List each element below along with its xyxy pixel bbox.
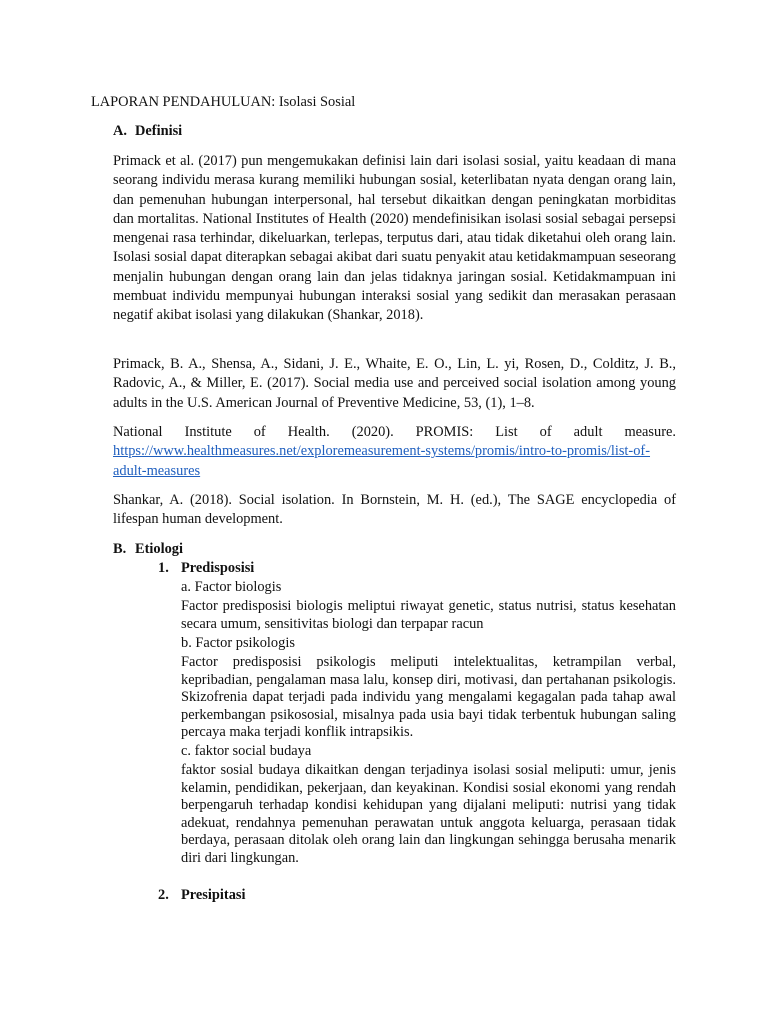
factor-biologis-label: a. Factor biologis: [181, 579, 282, 595]
reference-primack: Primack, B. A., Shensa, A., Sidani, J. E., Whaite, E. O., Lin, L. yi, Rosen, D., Colditz, J. B., Radovic, A., & Miller, E. (2017). Social media use and perceived social isolation among young adults in the U.S. American Journal of Preventive Medicine, 53, (1), 1–8.: [113, 356, 676, 411]
section-a-heading: [113, 122, 182, 141]
section-a-letter: A.: [113, 123, 127, 139]
reference-nih-link[interactable]: https://www.healthmeasures.net/exploremeasurement-systems/promis/intro-to-promis/list-of-adult-measures: [113, 443, 651, 479]
reference-nih: [113, 423, 676, 481]
list-item-presipitasi: [158, 886, 246, 905]
section-a-title: Definisi: [135, 123, 183, 139]
definition-paragraph: Primack et al. (2017) pun mengemukakan definisi lain dari isolasi sosial, yaitu keadaan di mana seorang individu merasa kurang memiliki hubungan sosial, keterlibatan nyata dengan orang lain, dan pemenuhan hubungan interpersonal, hal tersebut dikaitkan dengan peningkatan morbiditas dan mortalitas. National Institutes of Health (2020) mendefinisikan isolasi sosial sebagai persepsi mengenai rasa terhindar, dikeluarkan, terlepas, terputus dari, atau tidak diketahui oleh orang lain. Isolasi sosial dapat diterapkan sebagai akibat dari suatu penyakit atau ketidakmampuan seseorang menjalin hubungan dengan orang lain dan jelas tidaknya jaringan sosial. Ketidakmampuan ini membuat individu mempunyai hubungan interaksi sosial yang sedikit dan merasakan perasaan negatif akibat isolasi yang dilakukan (Shankar, 2018).: [113, 153, 676, 324]
list-number-1: 1.: [158, 560, 169, 576]
list-number-2: 2.: [158, 887, 169, 903]
section-b-heading: [113, 540, 183, 559]
reference-shankar: Shankar, A. (2018). Social isolation. In Bornstein, M. H. (ed.), The SAGE encyclopedia of lifespan human development.: [113, 492, 676, 528]
reference-nih-text: National Institute of Health. (2020). PROMIS: List of adult measure.: [113, 424, 676, 440]
factor-psikologis-text: Factor predisposisi psikologis meliputi intelektualitas, ketrampilan verbal, kepribadian, pengalaman masa lalu, konsep diri, motivasi, dan pertahanan psikologis. Skizofrenia dapat terjadi pada individu yang mengalami kegagalan pada tahap awal perkembangan psikososial, misalnya pada usia bayi tidak terbentuk hubungan saling percaya maka terjadi konflik intrapsikis.: [181, 654, 676, 741]
section-b-title: Etiologi: [135, 541, 183, 557]
presipitasi-heading: Presipitasi: [181, 887, 246, 903]
predisposisi-heading: Predisposisi: [181, 560, 255, 576]
factor-psikologis-label: b. Factor psikologis: [181, 635, 295, 651]
section-b-letter: B.: [113, 541, 127, 557]
factor-social-budaya-text: faktor sosial budaya dikaitkan dengan terjadinya isolasi sosial meliputi: umur, jenis kelamin, pendidikan, pekerjaan, dan keyakinan. Kondisi sosial ekonomi yang rendah berpengaruh terhadap kondisi kehidupan yang dijalani meliputi: nutrisi yang tidak adekuat, rendahnya pemenuhan perawatan untuk anggota keluarga, perasaan tidak berdaya, perasaan ditolak oleh orang lain dan lingkungan sehingga berusaha menarik diri dari lingkungan.: [181, 762, 676, 866]
factor-social-budaya-label: c. faktor social budaya: [181, 743, 312, 759]
list-item-predisposisi: [158, 559, 254, 578]
factor-biologis-text: Factor predisposisi biologis meliptui riwayat genetic, status nutrisi, status kesehatan secara umum, sensitivitas biologi dan terpapar racun: [181, 598, 676, 632]
document-title: LAPORAN PENDAHULUAN: Isolasi Sosial: [91, 94, 356, 110]
